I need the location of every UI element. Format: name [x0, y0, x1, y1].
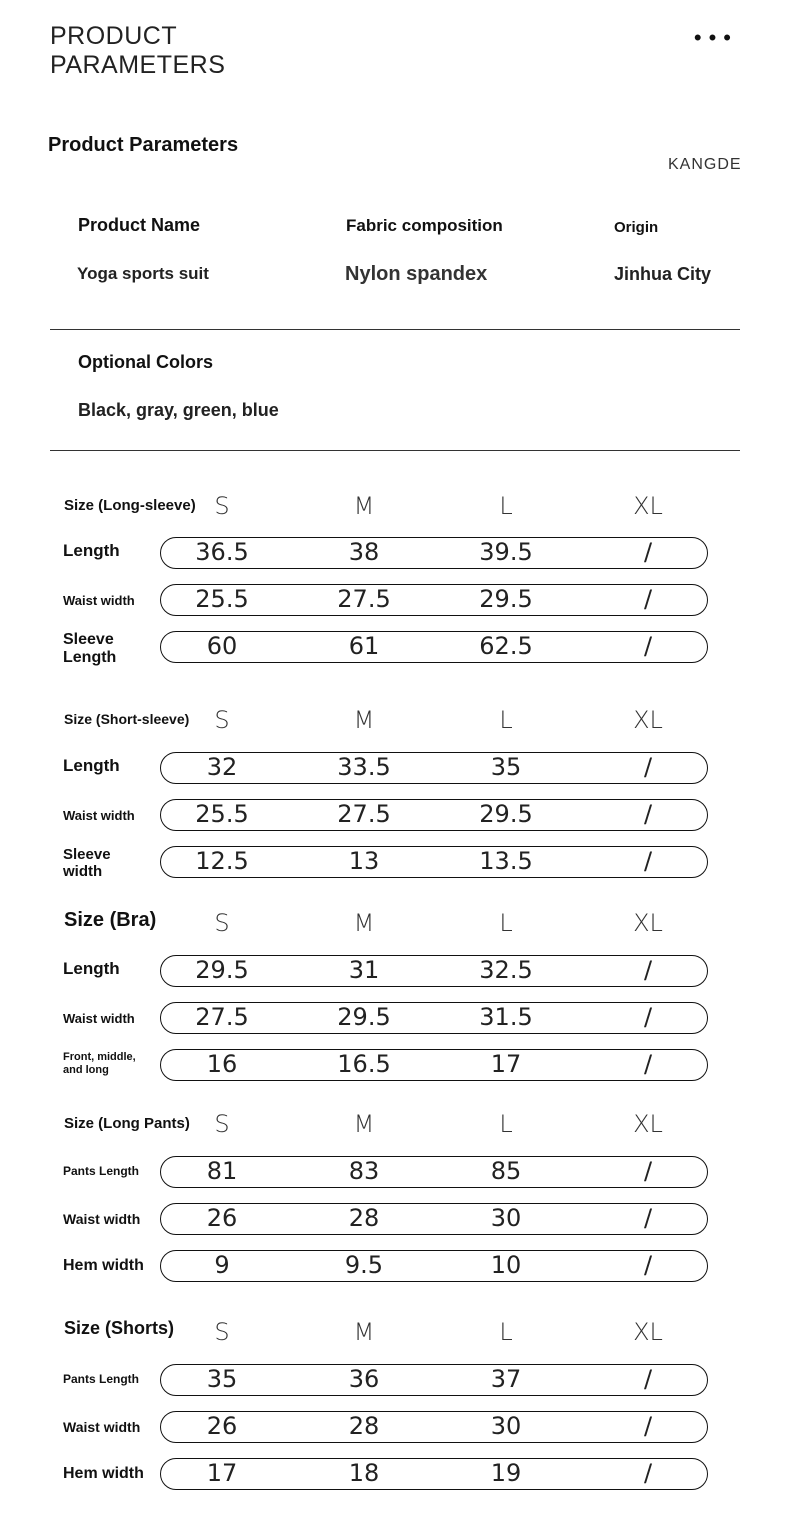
product-name-value: Yoga sports suit	[77, 264, 209, 283]
size-cell-value: 26	[206, 1412, 238, 1440]
page-title-line1: PRODUCT	[50, 22, 178, 50]
size-row-label: Length	[63, 541, 120, 560]
size-cell-value: 27.5	[337, 585, 391, 613]
size-row-label: Length	[63, 756, 120, 775]
size-table-title: Size (Long Pants)	[64, 1115, 190, 1132]
size-cell-value: 28	[348, 1204, 380, 1232]
size-cell-value: 25.5	[195, 585, 249, 613]
size-column-header: XL	[633, 1110, 663, 1138]
size-column-header: L	[499, 909, 513, 937]
size-cell-value: /	[643, 538, 653, 566]
size-cell-value: 39.5	[479, 538, 533, 566]
size-cell-value: /	[643, 847, 653, 875]
size-row-label: Waist width	[63, 1419, 141, 1435]
size-cell-value: 26	[206, 1204, 238, 1232]
section-title: Product Parameters	[48, 134, 239, 156]
divider	[50, 329, 740, 330]
size-cell-value: 17	[490, 1050, 522, 1078]
size-column-header: L	[499, 492, 513, 520]
size-cell-value: 62.5	[479, 632, 533, 660]
size-cell-value: 32	[206, 753, 238, 781]
size-row-label: Pants Length	[63, 1164, 140, 1178]
size-table-title: Size (Shorts)	[64, 1318, 175, 1338]
size-cell-value: /	[643, 800, 653, 828]
size-column-header: L	[499, 1110, 513, 1138]
size-column-header: L	[499, 706, 513, 734]
size-cell-value: 31	[348, 956, 380, 984]
size-cell-value: 16	[206, 1050, 238, 1078]
size-cell-value: /	[643, 585, 653, 613]
size-cell-value: 29.5	[195, 956, 249, 984]
page-title	[50, 22, 225, 80]
size-column-header: L	[499, 1318, 513, 1346]
size-column-header: M	[353, 706, 375, 734]
size-row-label: Sleeve width	[63, 846, 111, 880]
size-row-label: Front, middle, and long	[63, 1051, 136, 1076]
size-cell-value: 27.5	[337, 800, 391, 828]
size-cell-value: /	[643, 1365, 653, 1393]
size-row-label: Waist width	[63, 1011, 135, 1026]
size-column-header: M	[353, 492, 375, 520]
size-cell-value: /	[643, 1459, 653, 1487]
size-row-label: Sleeve Length	[63, 631, 117, 666]
size-cell-value: 30	[490, 1412, 522, 1440]
size-column-header: XL	[633, 492, 663, 520]
size-column-header: S	[214, 706, 230, 734]
size-table-title: Size (Long-sleeve)	[64, 497, 196, 514]
fabric-label: Fabric composition	[346, 216, 503, 235]
size-row-label: Pants Length	[63, 1372, 140, 1386]
size-cell-value: 9.5	[344, 1251, 384, 1279]
size-column-header: S	[214, 909, 230, 937]
size-cell-value: 60	[206, 632, 238, 660]
size-cell-value: 30	[490, 1204, 522, 1232]
size-cell-value: 10	[490, 1251, 522, 1279]
size-column-header: XL	[633, 909, 663, 937]
size-cell-value: 29.5	[479, 800, 533, 828]
size-cell-value: /	[643, 1412, 653, 1440]
size-cell-value: 17	[206, 1459, 238, 1487]
size-table-title: Size (Bra)	[64, 909, 157, 931]
size-column-header: XL	[633, 1318, 663, 1346]
size-cell-value: /	[643, 1251, 653, 1279]
size-cell-value: 16.5	[337, 1050, 391, 1078]
size-cell-value: /	[643, 1003, 653, 1031]
origin-label: Origin	[614, 219, 659, 236]
size-cell-value: 27.5	[195, 1003, 249, 1031]
size-cell-value: 36	[348, 1365, 380, 1393]
size-cell-value: 25.5	[195, 800, 249, 828]
size-cell-value: 33.5	[337, 753, 391, 781]
optional-colors-value: Black, gray, green, blue	[78, 400, 279, 420]
size-cell-value: /	[643, 753, 653, 781]
size-cell-value: 61	[348, 632, 380, 660]
size-cell-value: 9	[214, 1251, 230, 1279]
size-cell-value: /	[643, 1050, 653, 1078]
size-column-header: S	[214, 1318, 230, 1346]
size-row-label: Length	[63, 959, 120, 978]
size-cell-value: 29.5	[479, 585, 533, 613]
divider	[50, 450, 740, 451]
size-cell-value: 31.5	[479, 1003, 533, 1031]
size-cell-value: /	[643, 1204, 653, 1232]
product-name-label: Product Name	[78, 215, 201, 235]
size-cell-value: /	[643, 632, 653, 660]
size-column-header: M	[353, 909, 375, 937]
size-cell-value: 37	[490, 1365, 522, 1393]
size-column-header: S	[214, 492, 230, 520]
size-cell-value: 83	[348, 1157, 380, 1185]
size-cell-value: /	[643, 1157, 653, 1185]
size-cell-value: 13	[348, 847, 380, 875]
more-dots-icon[interactable]: •••	[693, 25, 738, 50]
size-column-header: M	[353, 1318, 375, 1346]
size-cell-value: 81	[206, 1157, 238, 1185]
size-cell-value: 36.5	[195, 538, 249, 566]
size-table-title: Size (Short-sleeve)	[64, 711, 190, 727]
size-row-label: Hem width	[63, 1465, 144, 1482]
page-title-line2: PARAMETERS	[50, 51, 226, 79]
size-cell-value: 35	[206, 1365, 238, 1393]
brand-label: KANGDE	[668, 156, 742, 173]
size-cell-value: 12.5	[195, 847, 249, 875]
size-row-label: Waist width	[63, 1211, 141, 1227]
size-cell-value: 19	[490, 1459, 522, 1487]
size-row-label: Hem width	[63, 1257, 144, 1274]
size-column-header: XL	[633, 706, 663, 734]
size-cell-value: 35	[490, 753, 522, 781]
size-cell-value: 85	[490, 1157, 522, 1185]
size-cell-value: /	[643, 956, 653, 984]
optional-colors-label: Optional Colors	[78, 352, 213, 372]
size-row-label: Waist width	[63, 593, 135, 608]
size-cell-value: 18	[348, 1459, 380, 1487]
origin-value: Jinhua City	[614, 264, 712, 284]
size-cell-value: 13.5	[479, 847, 533, 875]
size-column-header: S	[214, 1110, 230, 1138]
size-cell-value: 32.5	[479, 956, 533, 984]
size-column-header: M	[353, 1110, 375, 1138]
size-cell-value: 38	[348, 538, 380, 566]
size-cell-value: 29.5	[337, 1003, 391, 1031]
size-cell-value: 28	[348, 1412, 380, 1440]
size-row-label: Waist width	[63, 808, 135, 823]
fabric-value: Nylon spandex	[345, 263, 488, 285]
